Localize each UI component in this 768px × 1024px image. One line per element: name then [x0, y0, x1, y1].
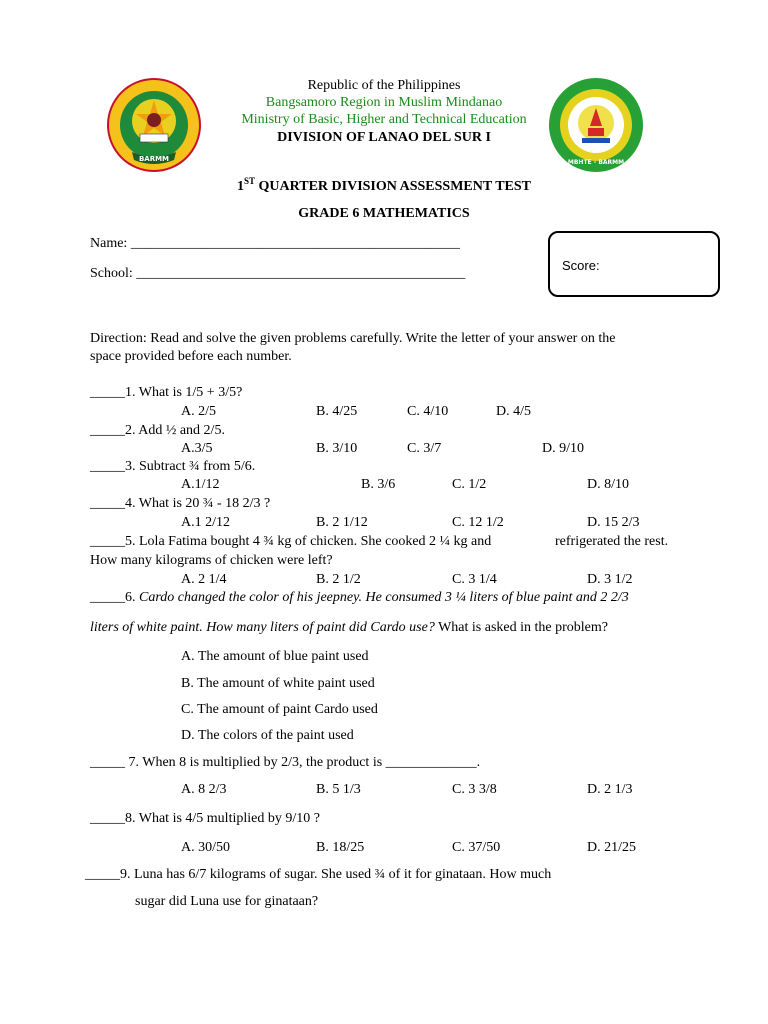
q6-line1-text: Cardo changed the color of his jeepney. He consumed 3 ¼ liters of blue paint and 2 2/3	[139, 590, 629, 605]
q6-line2-plain: What is asked in the problem?	[438, 620, 608, 635]
test-title: 1ST QUARTER DIVISION ASSESSMENT TEST	[237, 176, 531, 194]
q4-choice-d: D. 15 2/3	[587, 515, 640, 530]
q4-choice-a: A.1 2/12	[181, 515, 230, 530]
q8-choice-d: D. 21/25	[587, 840, 636, 855]
question-6-line-1	[90, 590, 629, 607]
q6-blank: _____6.	[90, 590, 136, 605]
question-2: _____2. Add ½ and 2/5.	[90, 423, 225, 438]
right-logo-bottom: MBHTE - BARMM	[567, 159, 625, 166]
left-logo-banner: BARMM	[138, 155, 170, 163]
q6-line2-italic: liters of white paint. How many liters of paint did Cardo use?	[90, 620, 435, 635]
q3-choice-a: A.1/12	[181, 477, 220, 492]
name-field[interactable]	[90, 236, 460, 253]
q6-choice-b: B. The amount of white paint used	[181, 676, 375, 691]
q5-choice-c: C. 3 1/4	[452, 572, 497, 587]
q1-choice-c: C. 4/10	[407, 404, 449, 419]
q6-choice-c: C. The amount of paint Cardo used	[181, 702, 378, 717]
q1-choice-b: B. 4/25	[316, 404, 358, 419]
q8-choice-c: C. 37/50	[452, 840, 501, 855]
q3-choice-c: C. 1/2	[452, 477, 487, 492]
direction-line-1: Direction: Read and solve the given problems carefully. Write the letter of your answer on the	[90, 331, 616, 346]
test-subject: GRADE 6 MATHEMATICS	[298, 206, 470, 221]
school-label: School:	[90, 266, 133, 281]
q8-choice-a: A. 30/50	[181, 840, 230, 855]
score-box	[548, 231, 720, 297]
q7-choice-a: A. 8 2/3	[181, 782, 227, 797]
q8-choice-b: B. 18/25	[316, 840, 365, 855]
question-5-line-1: _____5. Lola Fatima bought 4 ¾ kg of chicken. She cooked 2 ¼ kg and	[90, 534, 492, 549]
q6-choice-a: A. The amount of blue paint used	[181, 649, 369, 664]
school-blank[interactable]: _______________________________________________	[136, 266, 466, 281]
question-3: _____3. Subtract ¾ from 5/6.	[90, 459, 256, 474]
q4-choice-b: B. 2 1/12	[316, 515, 368, 530]
question-5-line-1b: refrigerated the rest.	[555, 534, 669, 549]
direction-line-2: space provided before each number.	[90, 349, 292, 364]
question-7: _____ 7. When 8 is multiplied by 2/3, the product is _____________.	[90, 755, 481, 770]
q7-choice-b: B. 5 1/3	[316, 782, 361, 797]
q2-choice-a: A.3/5	[181, 441, 213, 456]
score-label: Score:	[562, 258, 600, 273]
question-9-line-2: sugar did Luna use for ginataan?	[135, 894, 319, 909]
header-ministry: Ministry of Basic, Higher and Technical Education	[241, 112, 527, 127]
school-field[interactable]	[90, 266, 465, 283]
question-8: _____8. What is 4/5 multiplied by 9/10 ?	[90, 811, 320, 826]
q1-choice-d: D. 4/5	[496, 404, 531, 419]
q5-choice-d: D. 3 1/2	[587, 572, 633, 587]
question-4: _____4. What is 20 ¾ - 18 2/3 ?	[90, 496, 271, 511]
q2-choice-b: B. 3/10	[316, 441, 358, 456]
q2-choice-c: C. 3/7	[407, 441, 442, 456]
q2-choice-d: D. 9/10	[542, 441, 584, 456]
q7-choice-c: C. 3 3/8	[452, 782, 497, 797]
header-republic: Republic of the Philippines	[307, 78, 461, 93]
name-blank[interactable]: _______________________________________________	[130, 236, 460, 251]
q5-choice-a: A. 2 1/4	[181, 572, 227, 587]
q3-choice-b: B. 3/6	[361, 477, 396, 492]
header-region: Bangsamoro Region in Muslim Mindanao	[265, 95, 503, 110]
question-1: _____1. What is 1/5 + 3/5?	[90, 385, 243, 400]
question-9-line-1: _____9. Luna has 6/7 kilograms of sugar. She used ¾ of it for ginataan. How much	[85, 867, 552, 882]
q1-choice-a: A. 2/5	[181, 404, 216, 419]
q4-choice-c: C. 12 1/2	[452, 515, 504, 530]
question-6-line-2	[90, 620, 608, 637]
q6-choice-d: D. The colors of the paint used	[181, 728, 354, 743]
q7-choice-d: D. 2 1/3	[587, 782, 633, 797]
header-division: DIVISION OF LANAO DEL SUR I	[277, 130, 491, 145]
name-label: Name:	[90, 236, 128, 251]
question-5-line-2: How many kilograms of chicken were left?	[90, 553, 333, 568]
q5-choice-b: B. 2 1/2	[316, 572, 361, 587]
q3-choice-d: D. 8/10	[587, 477, 629, 492]
